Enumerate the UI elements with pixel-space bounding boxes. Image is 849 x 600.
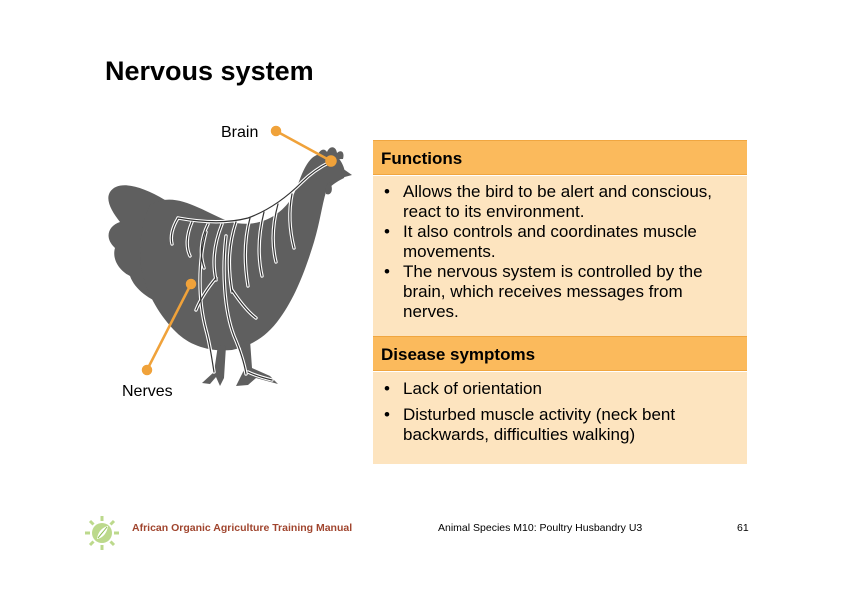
symptoms-list (381, 379, 739, 445)
functions-list (381, 182, 739, 322)
nerves-label: Nerves (122, 383, 173, 400)
page-number: 61 (737, 522, 749, 534)
footer-organization: African Organic Agriculture Training Manual (132, 522, 353, 534)
sun-leaf-logo-icon (84, 515, 120, 551)
page-title: Nervous system (105, 56, 314, 86)
symptoms-panel (373, 372, 747, 464)
functions-panel (373, 176, 747, 336)
functions-heading: Functions (373, 140, 747, 175)
brain-pointer (272, 127, 336, 166)
footer-course: Animal Species M10: Poultry Husbandry U3 (438, 522, 643, 534)
symptoms-heading: Disease symptoms (373, 336, 747, 371)
list-item: • The nervous system is controlled by the brain, which receives messages from nerves. (381, 262, 739, 322)
chicken-beak (341, 168, 352, 178)
list-item: • Lack of orientation (381, 379, 739, 399)
brain-label: Brain (221, 124, 259, 141)
list-item: • Allows the bird to be alert and conscious, react to its environment. (381, 182, 739, 222)
list-item: • Disturbed muscle activity (neck bent backwards, difficulties walking) (381, 405, 739, 445)
chicken-body (140, 153, 345, 350)
list-item: • It also controls and coordinates muscle movements. (381, 222, 739, 262)
